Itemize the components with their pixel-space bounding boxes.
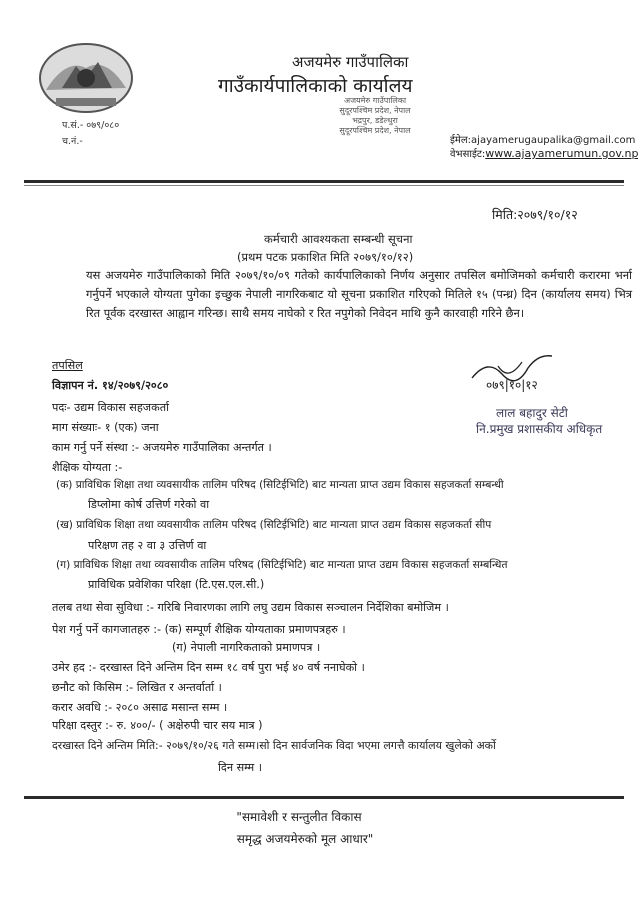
officer-name: लाल बहादुर सेटी <box>496 406 568 420</box>
salary-facility: तलब तथा सेवा सुविधा :- गरिबि निवारणका लागि लघु उद्यम विकास सञ्चालन निर्देशिका बमोजिम । <box>52 601 449 614</box>
documents-required: पेश गर्नु पर्ने कागजातहरु :- (क) सम्पूर्ण शैक्षिक योग्यताका प्रमाणपत्रहरु । <box>52 623 346 636</box>
header-divider <box>24 180 624 183</box>
pa-sa-number: प.सं.- ०७९/०८० <box>62 120 120 131</box>
header-divider-thin <box>24 185 624 186</box>
website-link[interactable]: www.ajayamerumun.gov.np <box>485 147 638 160</box>
qualification-kha: (ख) प्राविधिक शिक्षा तथा व्यवसायीक तालिम परिषद (सिटिईभिटि) बाट मान्यता प्राप्त उद्यम विकास सहजकर्ता सीप <box>56 519 492 531</box>
qualification-ga: (ग) प्राविधिक शिक्षा तथा व्यवसायीक तालिम परिषद (सिटिईभिटि) बाट मान्यता प्राप्त उद्यम विकास सहजकर्ता सम्बन्धित <box>56 559 508 571</box>
qualification-kha-cont: परिक्षण तह २ वा ३ उत्तिर्ण वा <box>88 539 207 552</box>
office-stamp <box>300 96 450 136</box>
stamp-line: सुदूरपश्चिम प्रदेश, नेपाल <box>339 126 411 135</box>
contract-period: करार अवधि :- २०८० असाढ मसान्त सम्म । <box>52 701 228 714</box>
qualification-ga-cont: प्राविधिक प्रवेशिका परिक्षा (टि.एस.एल.सी.) <box>88 578 265 591</box>
documents-required-cont: (ग) नेपाली नागरिकताको प्रमाणपत्र । <box>172 641 321 654</box>
advertisement-number: विज्ञापन नं. १४/२०७९/२०८० <box>52 379 169 392</box>
stamp-line: सुदूरपश्चिम प्रदेश, नेपाल <box>339 106 411 115</box>
notice-paragraph: यस अजयमेरु गाउँपालिकाको मिति २०७९/१०/०९ गतेको कार्यपालिकाको निर्णय अनुसार तपसिल बमोजिमको कर्मचारी करारमा भर्ना गर्नुपर्ने भएकाले योग्यता पुगेका इच्छुक नेपाली नागरिकबाट यो सूचना प्रकाशित गरिएको मितिले १५ (पन्ध्र) दिन (कार्यालय समय) भित्र रित पूर्वक दरखास्त आह्वान गरिन्छ। साथै समय नाघेको र रित नपुगेको निवेदन माथि कुनै कारवाही गरिने छैन। <box>86 268 632 320</box>
website-label: वेभसाईट: <box>450 149 486 160</box>
qualification-label: शैक्षिक योग्यता :- <box>52 461 123 474</box>
notice-subtitle: (प्रथम पटक प्रकाशित मिति २०७९/१०/१२) <box>237 250 414 264</box>
qualification-ka-cont: डिप्लोमा कोर्ष उत्तिर्ण गरेको वा <box>88 498 210 511</box>
application-deadline: दरखास्त दिने अन्तिम मिति:- २०७९/१०/२६ गते सम्म।सो दिन सार्वजनिक विदा भएमा लगत्तै कार्यालय खुलेको अर्को <box>52 739 496 752</box>
stamp-line: भद्रपुर, डडेल्धुरा <box>352 116 398 125</box>
email-label: ईमेल: <box>450 135 472 146</box>
work-institution: काम गर्नु पर्ने संस्था :- अजयमेरु गाउँपालिका अन्तर्गत । <box>52 441 272 454</box>
exam-fee: परिक्षा दस्तुर :- रु. ४००/- ( अक्षेरुपी चार सय मात्र ) <box>52 719 263 732</box>
application-deadline-cont: दिन सम्म । <box>218 761 262 774</box>
age-limit: उमेर हद :- दरखास्त दिने अन्तिम दिन सम्म १८ वर्ष पुरा भई ४० वर्ष ननाघेको । <box>52 661 365 674</box>
stamp-line: अजयमेरु गाउँपालिका <box>343 96 407 105</box>
office-name: गाउँकार्यपालिकाको कार्यालय <box>218 75 413 97</box>
footer-slogan-line2: समृद्ध अजयमेरुको मूल आधार" <box>236 832 374 846</box>
municipality-name: अजयमेरु गाउँपालिका <box>292 53 409 71</box>
post-name: पदः- उद्यम विकास सहजकर्ता <box>52 401 169 414</box>
notice-title: कर्मचारी आवश्यकता सम्बन्धी सूचना <box>264 232 413 246</box>
footer-divider <box>24 796 624 799</box>
footer-slogan-line1: "समावेशी र सन्तुलीत विकास <box>236 810 362 824</box>
signature-date: ०७९|१०|१२ <box>486 378 538 392</box>
qualification-ka: (क) प्राविधिक शिक्षा तथा व्यवसायीक तालिम परिषद (सिटिईभिटि) बाट मान्यता प्राप्त उद्यम विकास सहजकर्ता सम्बन्धी <box>56 479 504 491</box>
officer-designation: नि.प्रमुख प्रशासकीय अधिकृत <box>476 422 603 436</box>
details-heading: तपसिल <box>52 359 83 372</box>
issue-date: मिति:२०७९/१०/१२ <box>492 207 578 222</box>
selection-type: छनौट को किसिम :- लिखित र अन्तर्वार्ता । <box>52 681 222 694</box>
website-line <box>450 146 638 160</box>
cha-na-number: च.नं.- <box>62 136 83 147</box>
nepal-emblem-logo <box>36 38 136 116</box>
demand-count: माग संख्याः- १ (एक) जना <box>52 421 159 434</box>
email-line <box>450 132 635 146</box>
email-value[interactable]: ajayamerugaupalika@gmail.com <box>471 135 636 146</box>
